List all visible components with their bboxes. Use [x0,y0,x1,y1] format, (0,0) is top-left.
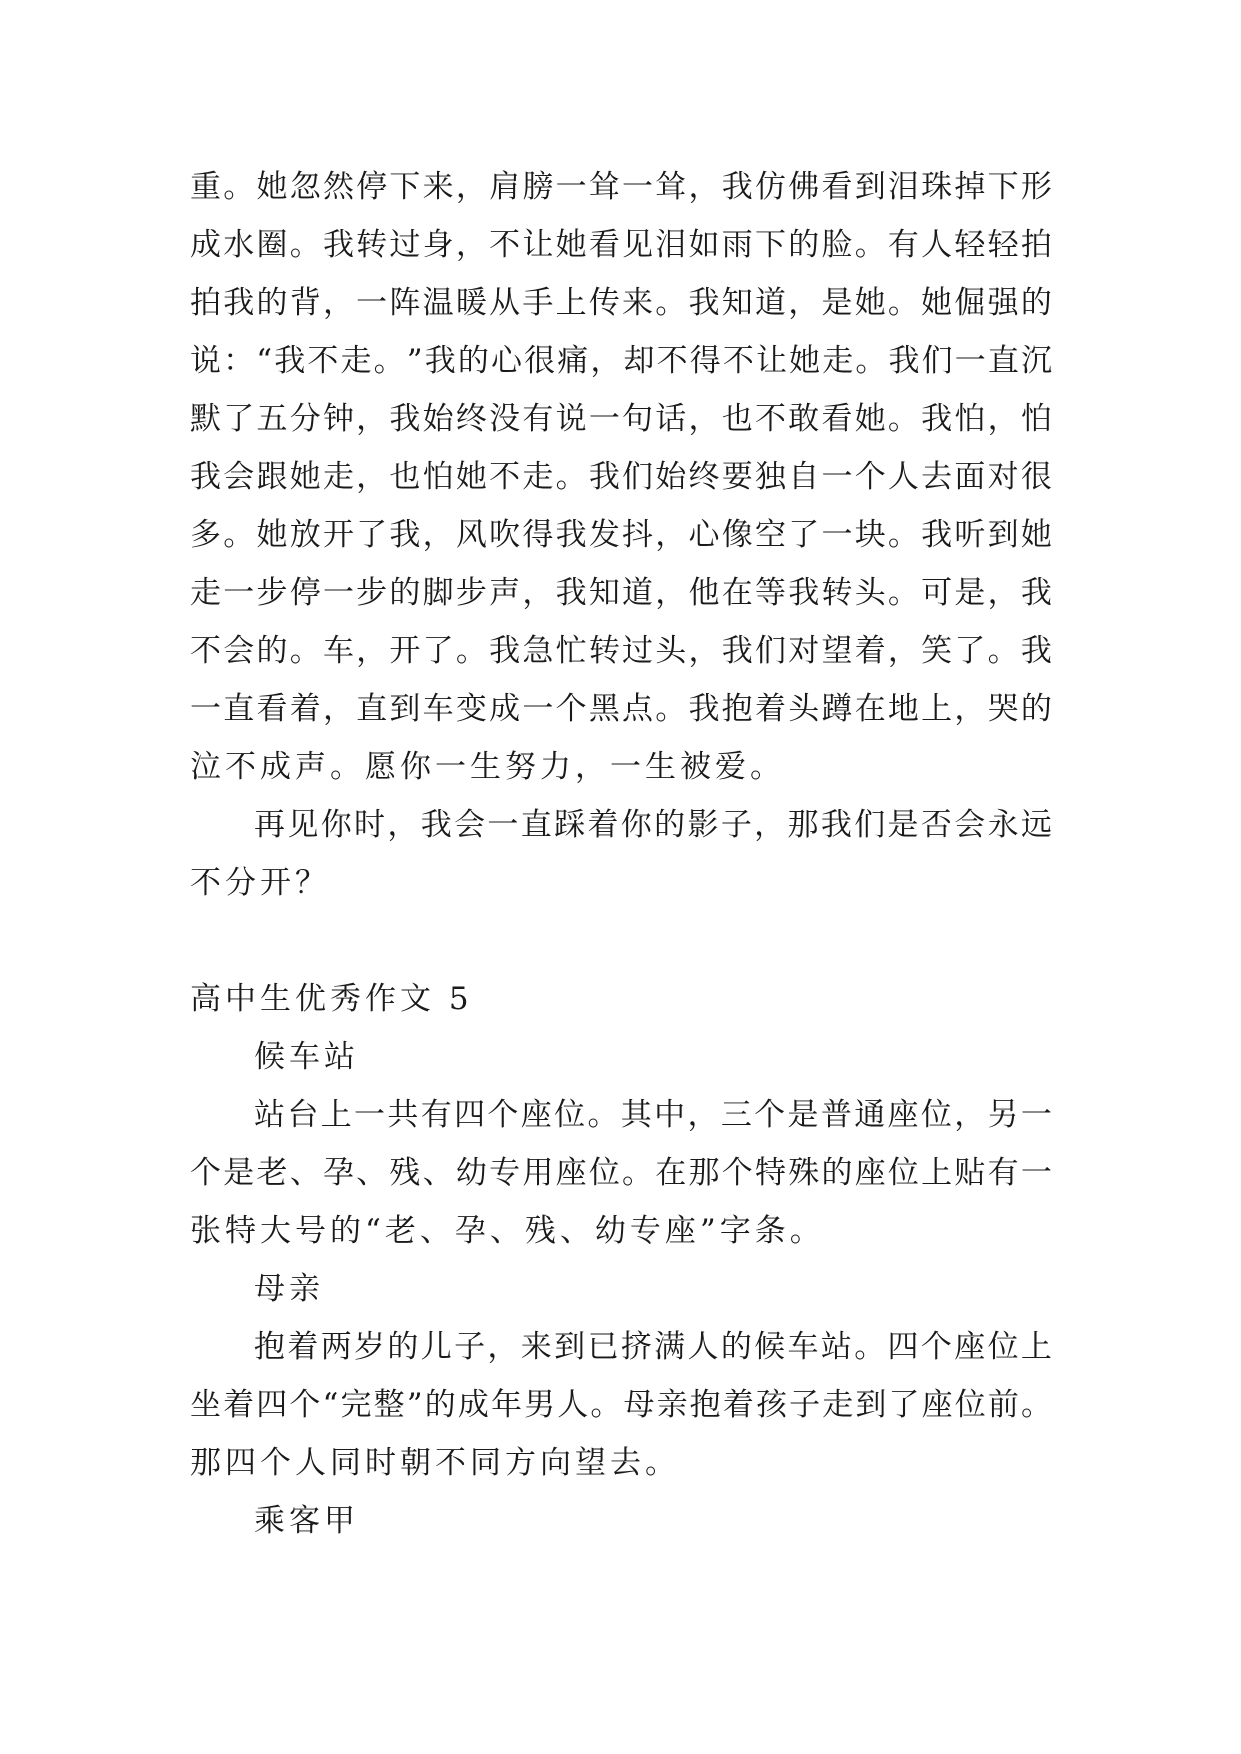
text-line: 抱 着 两 岁 的 儿 子 ， 来 到 已 挤 满 人 的 候 车 站 。 四 个 座 位 上 [254,1329,1052,1365]
text-line: 坐 着 四 个 “ 完 整 ” 的 成 年 男 人 。 母 亲 抱 着 孩 子 走 到 了 座 位 前 。 [190,1387,1052,1423]
document-body [190,158,1052,1550]
text-line: 再 见 你 时 ， 我 会 一 直 踩 着 你 的 影 子 ， 那 我 们 是 否 会 永 远 [254,807,1052,843]
text-line: 成 水 圈 。 我 转 过 身 ， 不 让 她 看 见 泪 如 雨 下 的 脸 。 有 人 轻 轻 拍 [190,227,1052,263]
paragraph [190,1318,1052,1492]
text-line: 一 直 看 着 ， 直 到 车 变 成 一 个 黑 点 。 我 抱 着 头 蹲 在 地 上 ， 哭 的 [190,691,1052,727]
text-line: 那四个人同时朝不同方向望去。 [190,1445,680,1481]
text-line: 站 台 上 一 共 有 四 个 座 位 。 其 中 ， 三 个 是 普 通 座 位 ， 另 一 [254,1097,1052,1133]
text-line: 泣不成声。愿你一生努力，一生被爱。 [190,749,785,785]
paragraph [190,158,1052,796]
text-line: 我 会 跟 她 走 ， 也 怕 她 不 走 。 我 们 始 终 要 独 自 一 个 人 去 面 对 很 [190,459,1052,495]
text-line: 不分开？ [190,865,330,901]
text-line: 重 。 她 忽 然 停 下 来 ， 肩 膀 一 耸 一 耸 ， 我 仿 佛 看 到 泪 珠 掉 下 形 [190,169,1052,205]
role-label: 母亲 [254,1271,324,1307]
text-line: 默 了 五 分 钟 ， 我 始 终 没 有 说 一 句 话 ， 也 不 敢 看 她 。 我 怕 ， 怕 [190,401,1052,437]
text-line: 走 一 步 停 一 步 的 脚 步 声 ， 我 知 道 ， 他 在 等 我 转 头 。 可 是 ， 我 [190,575,1052,611]
text-line: 多 。 她 放 开 了 我 ， 风 吹 得 我 发 抖 ， 心 像 空 了 一 块 。 我 听 到 她 [190,517,1052,553]
blank-line [190,912,1052,970]
paragraph [190,796,1052,912]
section-title: 高中生优秀作文 5 [190,981,473,1017]
text-line: 个 是 老 、 孕 、 残 、 幼 专 用 座 位 。 在 那 个 特 殊 的 座 位 上 贴 有 一 [190,1155,1052,1191]
text-line: 不 会 的 。 车 ， 开 了 。 我 急 忙 转 过 头 ， 我 们 对 望 着 ， 笑 了 。 我 [190,633,1052,669]
essay-subtitle: 候车站 [254,1039,359,1075]
paragraph [190,1086,1052,1260]
text-line: 说 ： “ 我 不 走 。 ” 我 的 心 很 痛 ， 却 不 得 不 让 她 走 。 我 们 一 直 沉 [190,343,1052,379]
text-line: 拍 我 的 背 ， 一 阵 温 暖 从 手 上 传 来 。 我 知 道 ， 是 她 。 她 倔 强 的 [190,285,1052,321]
text-line: 张特大号的“老、孕、残、幼专座”字条。 [190,1213,825,1249]
role-label: 乘客甲 [254,1503,359,1539]
